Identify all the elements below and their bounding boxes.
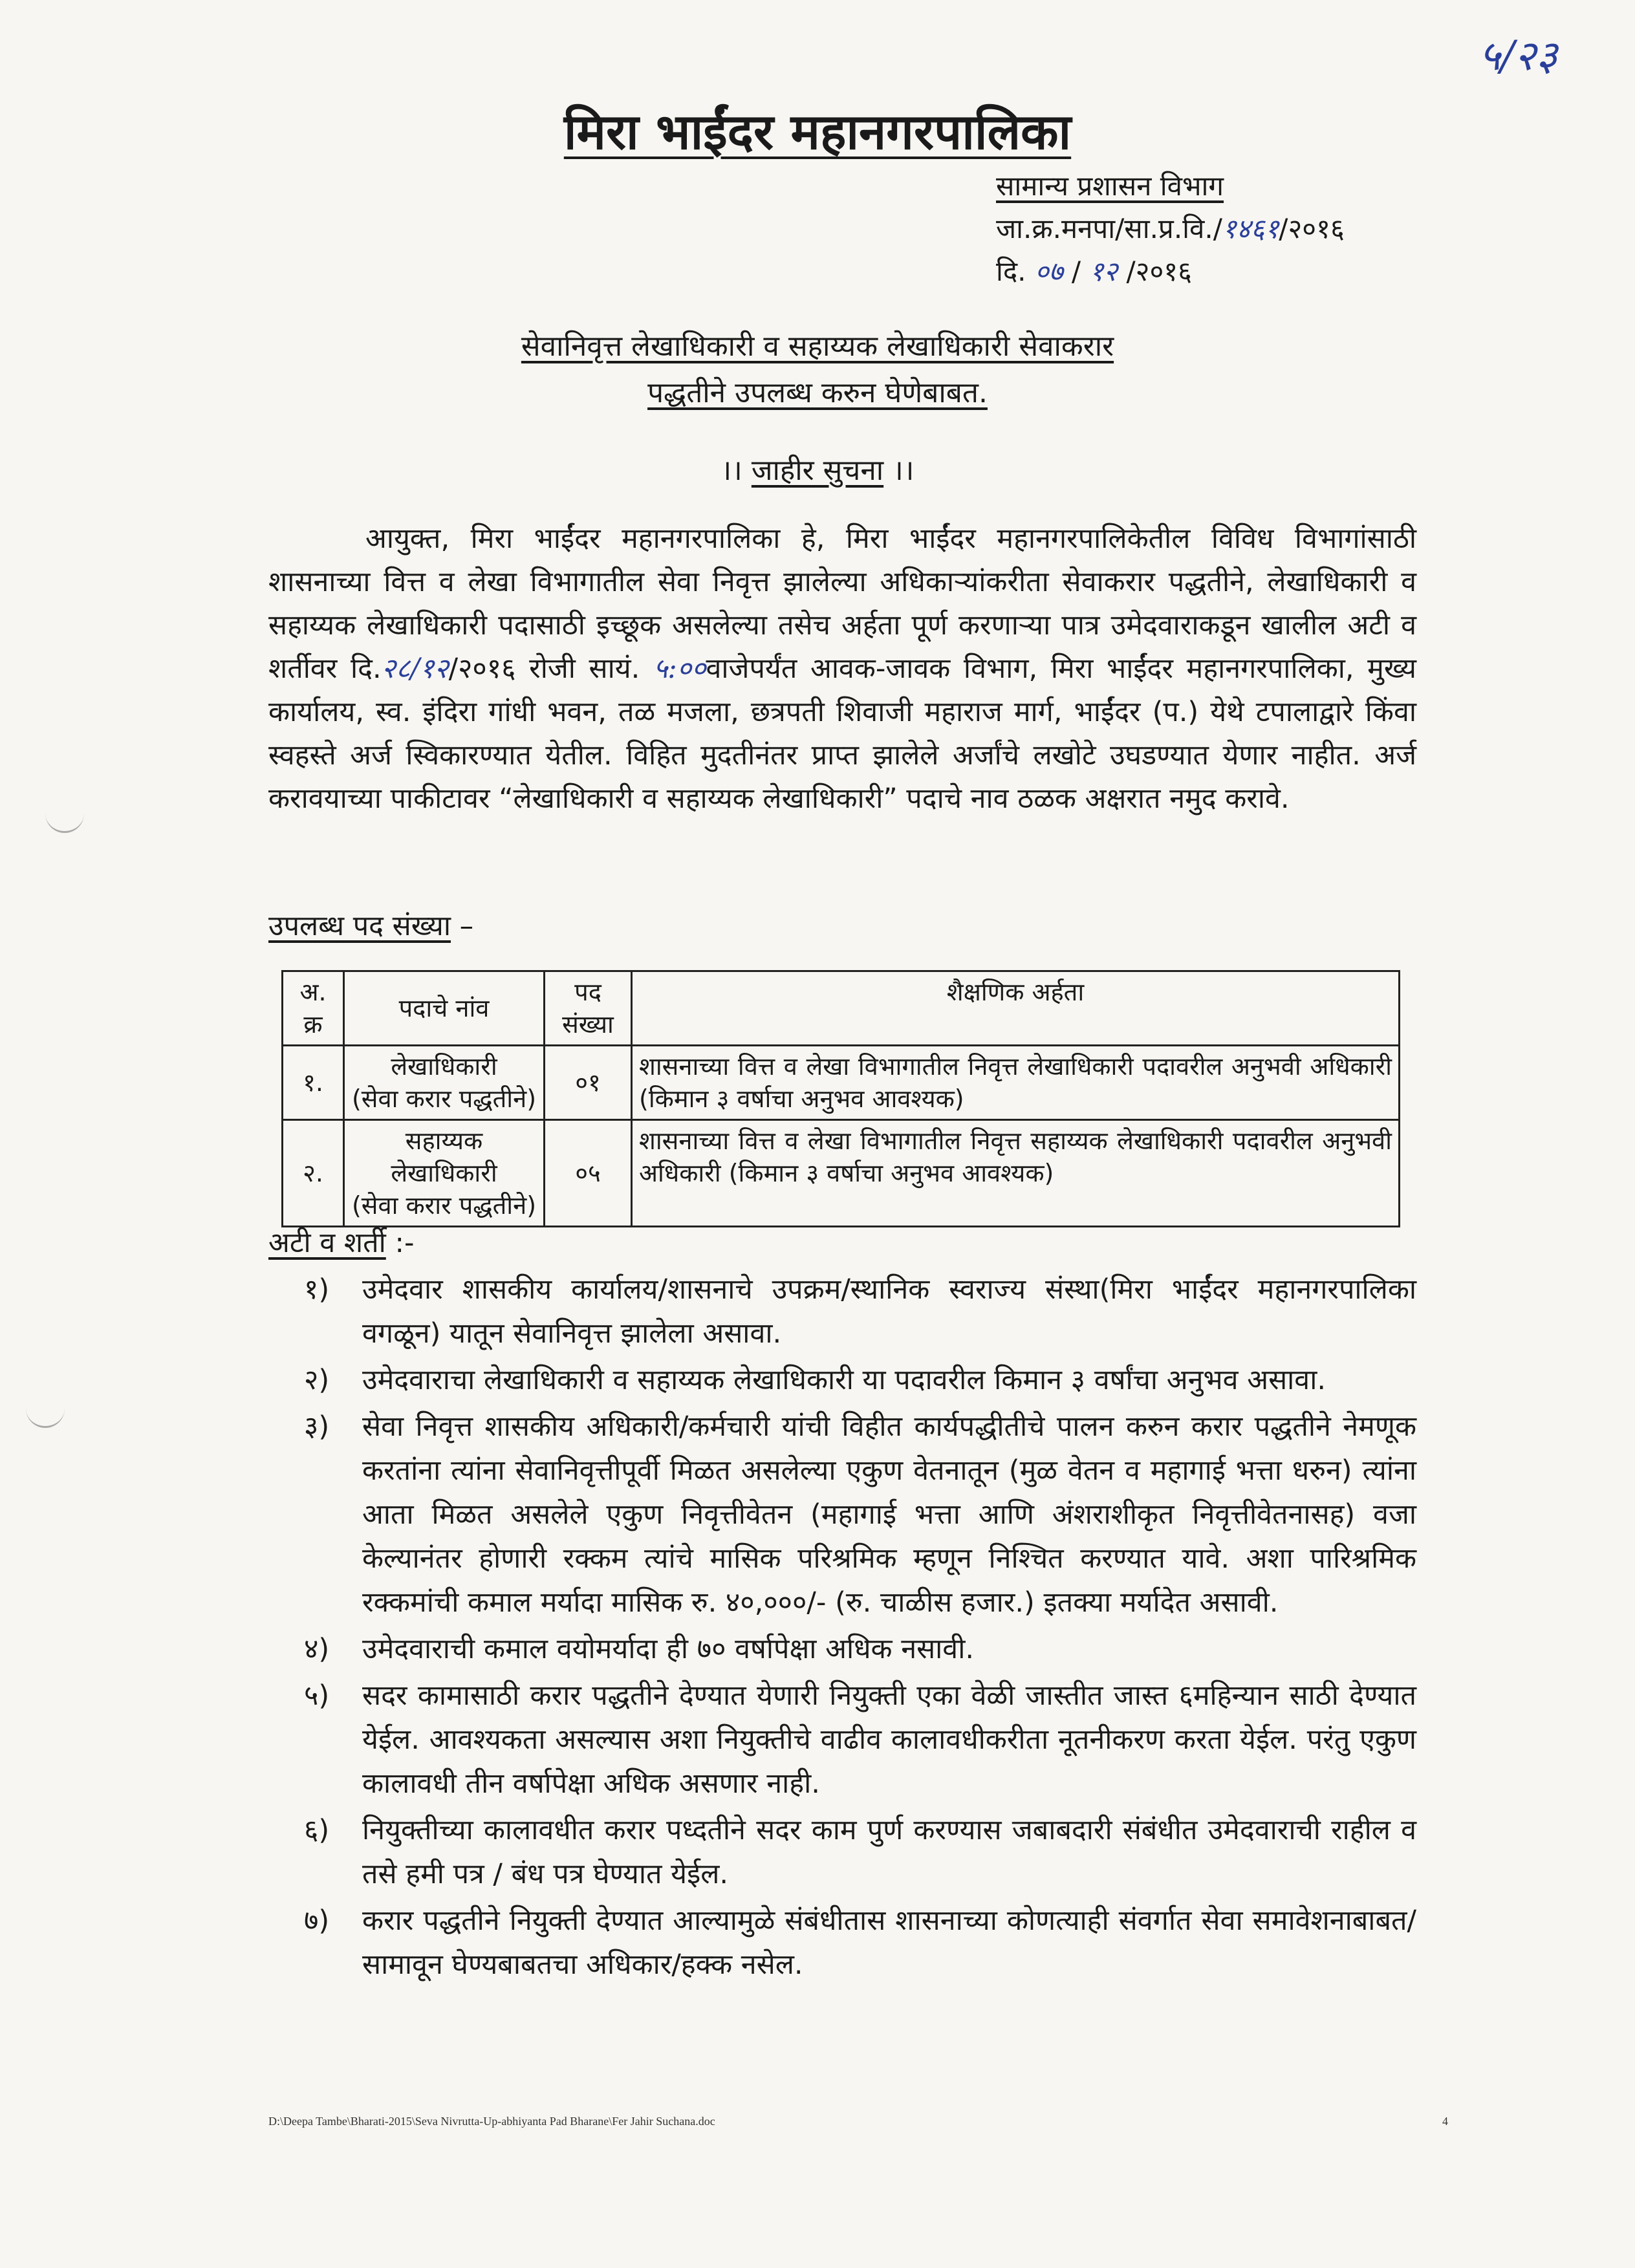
list-item [304,1627,1416,1671]
reference-date [996,250,1345,293]
list-item [304,1405,1416,1625]
header-count [545,971,632,1046]
row-serial: १. [283,1046,344,1120]
term-text: उमेदवार शासकीय कार्यालय/शासनाचे उपक्रम/स्थानिक स्वराज्य संस्था(मिरा भाईंदर महानगरपालिका वगळून) यातून सेवानिवृत्त झालेला असावा. [362,1273,1416,1350]
term-text: उमेदवाराची कमाल वयोमर्यादा ही ७० वर्षापेक्षा अधिक नसावी. [362,1633,974,1665]
term-number: ४) [304,1633,330,1665]
row-qualification: शासनाच्या वित्त व लेखा विभागातील निवृत्त सहाय्यक लेखाधिकारी पदावरील अनुभवी अधिकारी (किमान ३ वर्षाचा अनुभव आवश्यक) [632,1120,1400,1227]
posts-label [268,905,473,944]
row-post-l1: सहाय्यक लेखाधिकारी [391,1127,497,1187]
row-serial: २. [283,1120,344,1227]
term-text: सेवा निवृत्त शासकीय अधिकारी/कर्मचारी यांची विहीत कार्यपद्धीतीचे पालन करुन करार पद्धतीने नेमणूक करतांना त्यांना सेवानिवृत्तीपूर्वी मिळत असलेल्या एकुण वेतनातून (मुळ वेतन व महागाई भत्ता धरुन) त्यांना आता मिळत असलेले एकुण निवृत्तीवेतन (महागाई भत्ता आणि अंशराशीकृत निवृत्तीवेतनासह) वजा केल्यानंतर होणारी रक्कम त्यांचे मासिक परिश्रमिक म्हणून निश्चित करण्यात यावे. अशा पारिश्रमिक रक्कमांची कमाल मर्यादा मासिक रु. ४०,०००/- (रु. चाळीस हजार.) इतक्या मर्यादेत असावी. [362,1410,1416,1619]
posts-table [281,970,1400,1227]
posts-label-dash: – [450,910,474,942]
table-header-row [283,971,1400,1046]
list-item [304,1268,1416,1355]
subject-line-1: सेवानिवृत्त लेखाधिकारी व सहाय्यक लेखाधिकारी सेवाकरार [521,330,1114,363]
reference-suffix: /२०१६ [1279,213,1345,244]
term-number: २) [304,1364,330,1396]
row-count: ०५ [545,1120,632,1227]
date-suffix: /२०१६ [1118,255,1192,287]
reference-handwritten-number: १४६१ [1222,213,1279,244]
reference-prefix: जा.क्र.मनपा/सा.प्र.वि./ [996,213,1222,244]
punch-hole-mark [26,1407,65,1428]
list-item [304,1808,1416,1896]
terms-list [304,1268,1416,1989]
table-row [283,1046,1400,1120]
reference-number [996,208,1345,250]
notice-heading [0,449,1635,488]
org-title: मिरा भाईंदर महानगरपालिका [563,103,1072,160]
deadline-date: २८/१२ [381,653,449,685]
notice-heading-left: ।। [720,454,752,487]
terms-label-text: अटी व शर्ती [268,1227,386,1259]
deadline-time: ५:०० [653,653,706,685]
terms-label [268,1222,414,1260]
term-number: ७) [304,1905,330,1937]
subject [0,323,1635,416]
date-prefix: दि. [996,255,1035,287]
header-count-l1: पद [574,978,601,1006]
department-name: सामान्य प्रशासन विभाग [996,170,1224,202]
term-text: नियुक्तीच्या कालावधीत करार पध्दतीने सदर काम पुर्ण करण्यास जबाबदारी संबंधीत उमेदवाराची राहील व तसे हमी पत्र / बंध पत्र घेण्यात येईल. [362,1814,1416,1890]
term-text: करार पद्धतीने नियुक्ती देण्यात आल्यामुळे संबंधीतास शासनाच्या कोणत्याही संवर्गात सेवा समावेशनाबाबत/सामावून घेण्यबाबतचा अधिकार/हक्क नसेल. [362,1905,1416,1981]
body-part-2: /२०१६ रोजी सायं. [448,653,653,685]
date-separator: / [1063,255,1090,287]
punch-hole-mark [45,812,84,833]
row-post-l2: (सेवा करार पद्धतीने) [351,1085,537,1113]
row-post-l2: (सेवा करार पद्धतीने) [351,1191,537,1220]
header-serial-l2: क्र [303,1010,323,1039]
header-serial-l1: अ. [299,978,327,1006]
footer-file-path: D:\Deepa Tambe\Bharati-2015\Seva Nivrutta-Up-abhiyanta Pad Bharane\Fer Jahir Suchana.doc [268,2115,715,2128]
handwritten-page-number: ५/२३ [1478,32,1557,80]
subject-line-2: पद्धतीने उपलब्ध करुन घेणेबाबत. [647,376,988,409]
row-post-l1: लेखाधिकारी [391,1052,497,1081]
terms-label-suffix: :- [385,1227,415,1259]
list-item [304,1899,1416,1987]
header-count-l2: संख्या [562,1010,614,1039]
row-post [344,1120,545,1227]
body-part-3: वाजेपर्यंत आवक-जावक विभाग, मिरा भाईंदर महानगरपालिका, मुख्य कार्यालय, स्व. इंदिरा गांधी भवन, तळ मजला, छत्रपती शिवाजी महाराज मार्ग, भाईंदर (प.) येथे टपालाद्वारे किंवा स्वहस्ते अर्ज स्विकारण्यात येतील. विहित मुदतीनंतर प्राप्त झालेले अर्जांचे लखोटे उघडण्यात येणार नाहीत. अर्ज करावयाच्या पाकीटावर “लेखाधिकारी व सहाय्यक लेखाधिकारी” पदाचे नाव ठळक अक्षरात नमुद करावे. [268,653,1416,815]
date-day: ०७ [1034,255,1063,287]
row-qualification: शासनाच्या वित्त व लेखा विभागातील निवृत्त लेखाधिकारी पदावरील अनुभवी अधिकारी (किमान ३ वर्षाचा अनुभव आवश्यक) [632,1046,1400,1120]
list-item [304,1358,1416,1402]
header-serial [283,971,344,1046]
row-count: ०१ [545,1046,632,1120]
notice-body [268,517,1416,821]
table-row [283,1120,1400,1227]
term-text: सदर कामासाठी करार पद्धतीने देण्यात येणारी नियुक्ती एका वेळी जास्तीत जास्त ६महिन्यान साठी देण्यात येईल. आवश्यकता असल्यास अशा नियुक्तीचे वाढीव कालावधीकरीता नूतनीकरण करता येईल. परंतु एकुण कालावधी तीन वर्षापेक्षा अधिक असणार नाही. [362,1679,1416,1800]
term-text: उमेदवाराचा लेखाधिकारी व सहाय्यक लेखाधिकारी या पदावरील किमान ३ वर्षांचा अनुभव असावा. [362,1364,1326,1396]
notice-heading-title: जाहीर सुचना [751,454,884,487]
posts-label-text: उपलब्ध पद संख्या [268,910,451,942]
reference-block [996,165,1345,293]
body-part-1: आयुक्त, मिरा भाईंदर महानगरपालिका हे, मिरा भाईंदर महानगरपालिकेतील विविध विभागांसाठी शासनाच्या वित्त व लेखा विभागातील सेवा निवृत्त झालेल्या अधिकाऱ्यांकरीता सेवाकरार पद्धतीने, लेखाधिकारी व सहाय्यक लेखाधिकारी पदासाठी इच्छूक असलेल्या तसेच अर्हता पूर्ण करणाऱ्या पात्र उमेदवाराकडून खालील अटी व शर्तीवर दि. [268,523,1416,685]
term-number: ५) [304,1679,330,1712]
term-number: ६) [304,1814,330,1846]
term-number: ३) [304,1410,330,1443]
term-number: १) [304,1273,330,1306]
row-post [344,1046,545,1120]
list-item [304,1674,1416,1806]
header-qualification: शैक्षणिक अर्हता [632,971,1400,1046]
header-post-name: पदाचे नांव [344,971,545,1046]
date-month: १२ [1089,255,1118,287]
footer-page-number: 4 [1442,2115,1448,2128]
notice-heading-right: ।। [883,454,915,487]
